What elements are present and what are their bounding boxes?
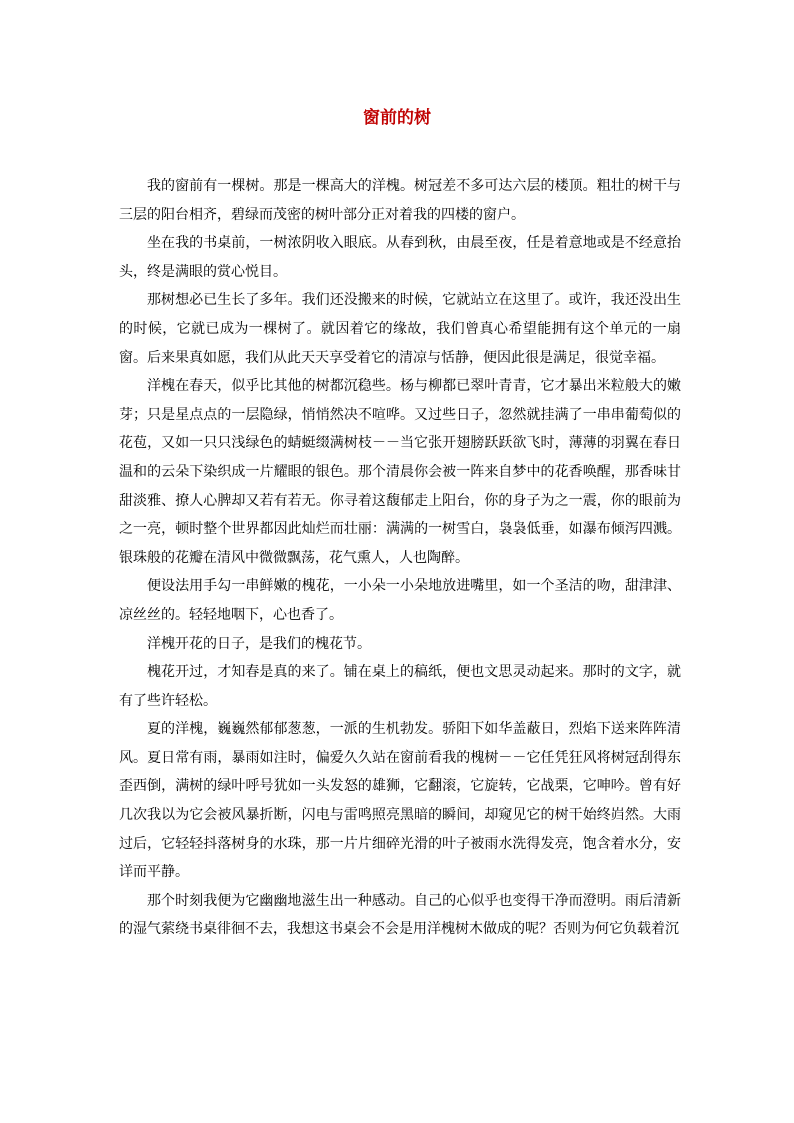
paragraph: 洋槐在春天，似乎比其他的树都沉稳些。杨与柳都已翠叶青青，它才暴出米粒般大的嫩芽；只是星点点的一层隐绿，悄悄然决不喧哗。又过些日子，忽然就挂满了一串串葡萄似的花苞，又如一只只浅绿色的蜻蜓缀满树枝－－当它张开翅膀跃跃欲飞时，薄薄的羽翼在春日温和的云朵下染织成一片耀眼的银色。那个清晨你会被一阵来自梦中的花香唤醒，那香味甘甜淡雅、撩人心脾却又若有若无。你寻着这馥郁走上阳台，你的身子为之一震，你的眼前为之一亮，顿时整个世界都因此灿烂而壮丽：满满的一树雪白，袅袅低垂，如瀑布倾泻四溅。银珠般的花瓣在清风中微微飘荡，花气熏人，人也陶醉。 <box>119 378 681 566</box>
paragraph: 那个时刻我便为它幽幽地滋生出一种感动。自己的心似乎也变得干净而澄明。雨后清新的湿气萦绕书桌徘徊不去，我想这书桌会不会是用洋槐树木做成的呢？否则为何它负载着沉 <box>119 892 681 938</box>
article-body <box>119 172 681 944</box>
paragraph: 我的窗前有一棵树。那是一棵高大的洋槐。树冠差不多可达六层的楼顶。粗壮的树干与三层的阳台相齐，碧绿而茂密的树叶部分正对着我的四楼的窗户。 <box>119 178 681 223</box>
paragraph: 坐在我的书桌前，一树浓阴收入眼底。从春到秋，由晨至夜，任是着意地或是不经意抬头，终是满眼的赏心悦目。 <box>119 235 681 280</box>
article-title: 窗前的树 <box>363 108 431 128</box>
paragraph: 洋槐开花的日子，是我们的槐花节。 <box>147 635 371 652</box>
paragraph: 槐花开过，才知春是真的来了。铺在桌上的稿纸，便也文思灵动起来。那时的文字，就有了些许轻松。 <box>119 664 681 709</box>
paragraph: 夏的洋槐，巍巍然郁郁葱葱，一派的生机勃发。骄阳下如华盖蔽日，烈焰下送来阵阵清风。夏日常有雨，暴雨如注时，偏爱久久站在窗前看我的槐树－－它任凭狂风将树冠刮得东歪西倒，满树的绿叶呼号犹如一头发怒的雄狮，它翻滚，它旋转，它战栗，它呻吟。曾有好几次我以为它会被风暴折断，闪电与雷鸣照亮黑暗的瞬间，却窥见它的树干始终岿然。大雨过后，它轻轻抖落树身的水珠，那一片片细碎光滑的叶子被雨水洗得发亮，饱含着水分，安详而平静。 <box>119 721 681 881</box>
paragraph: 那树想必已生长了多年。我们还没搬来的时候，它就站立在这里了。或许，我还没出生的时候，它就已成为一棵树了。就因着它的缘故，我们曾真心希望能拥有这个单元的一扇窗。后来果真如愿，我们从此天天享受着它的清凉与恬静，便因此很是满足，很觉幸福。 <box>119 292 681 366</box>
paragraph: 便设法用手勾一串鲜嫩的槐花，一小朵一小朵地放进嘴里，如一个圣洁的吻，甜津津、凉丝丝的。轻轻地咽下，心也香了。 <box>119 578 681 623</box>
